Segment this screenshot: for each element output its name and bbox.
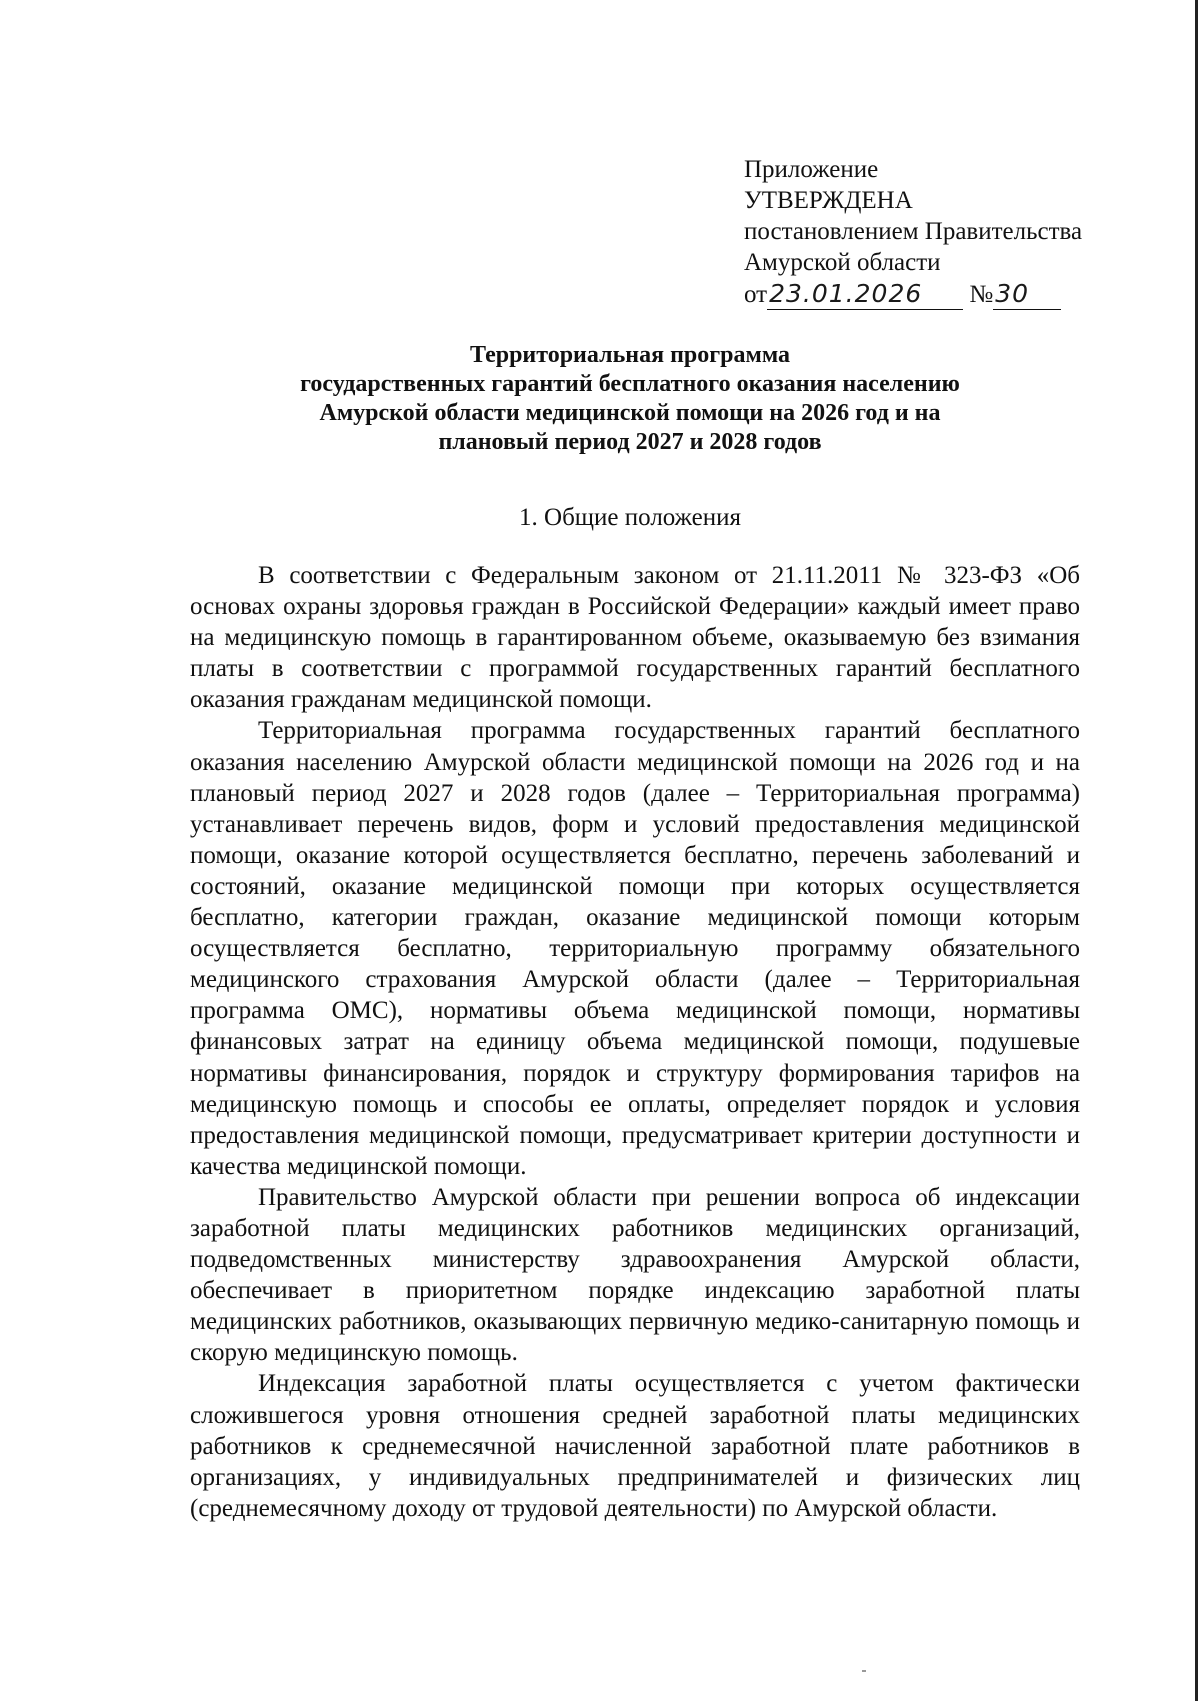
- paragraph: Правительство Амурской области при решении вопроса об индексации заработной платы медицинских работников медицинских организаций, подведомственных министерству здравоохранения Амурской области, обеспечивает в приоритетном порядке индексацию заработной платы медицинских работников, оказывающих первичную медико-санитарную помощь и скорую медицинскую помощь.: [190, 1183, 1080, 1367]
- title-line-4: плановый период 2027 и 2028 годов: [438, 429, 822, 455]
- scan-speck: [862, 1670, 866, 1672]
- document-title: [190, 341, 1070, 457]
- document-body: [190, 560, 1080, 1524]
- handwritten-date: 23.01.2026: [767, 278, 963, 310]
- title-line-2: государственных гарантий бесплатного оказания населению: [300, 371, 960, 397]
- number-prefix: №: [969, 281, 994, 308]
- paragraph: Территориальная программа государственных гарантий бесплатного оказания населению Амурской области медицинской помощи на 2026 год и на плановый период 2027 и 2028 годов (далее – Территориальная программа) устанавливает перечень видов, форм и условий предоставления медицинской помощи, оказание которой осуществляется бесплатно, перечень заболеваний и состояний, оказание медицинской помощи при которых осуществляется бесплатно, категории граждан, оказание медицинской помощи которым осуществляется бесплатно, территориальную программу обязательного медицинского страхования Амурской области (далее – Территориальная программа ОМС), нормативы объема медицинской помощи, нормативы финансовых затрат на единицу объема медицинской помощи, подушевые нормативы финансирования, порядок и структуру формирования тарифов на медицинскую помощь и способы ее оплаты, определяет порядок и условия предоставления медицинской помощи, предусматривает критерии доступности и качества медицинской помощи.: [190, 717, 1080, 1180]
- paragraph: В соответствии с Федеральным законом от 21.11.2011 № 323-ФЗ «Об основах охраны здоровья граждан в Российской Федерации» каждый имеет право на медицинскую помощь в гарантированном объеме, оказываемую без взимания платы в соответствии с программой государственных гарантий бесплатного оказания гражданам медицинской помощи.: [190, 562, 1080, 714]
- scan-edge-line: [1195, 0, 1198, 1701]
- approval-region-label: Амурской области: [744, 249, 941, 276]
- title-line-1: Территориальная программа: [469, 342, 791, 368]
- date-prefix: от: [744, 281, 768, 308]
- paragraph: Индексация заработной платы осуществляется с учетом фактически сложившегося уровня отношения средней заработной платы медицинских работников к среднемесячной начисленной заработной плате работников в организациях, у индивидуальных предпринимателей и физических лиц (среднемесячному доходу от трудовой деятельности) по Амурской области.: [190, 1370, 1080, 1522]
- handwritten-number: 30: [993, 278, 1061, 310]
- section-heading: 1. Общие положения: [519, 504, 741, 531]
- approval-block: [744, 154, 1164, 310]
- approval-date-line: [744, 278, 1164, 310]
- approval-approved-label: УТВЕРЖДЕНА: [744, 187, 913, 214]
- approval-decree-label: постановлением Правительства: [744, 218, 1083, 245]
- approval-appendix-label: Приложение: [744, 156, 879, 183]
- title-line-3: Амурской области медицинской помощи на 2026 год и на: [319, 400, 941, 426]
